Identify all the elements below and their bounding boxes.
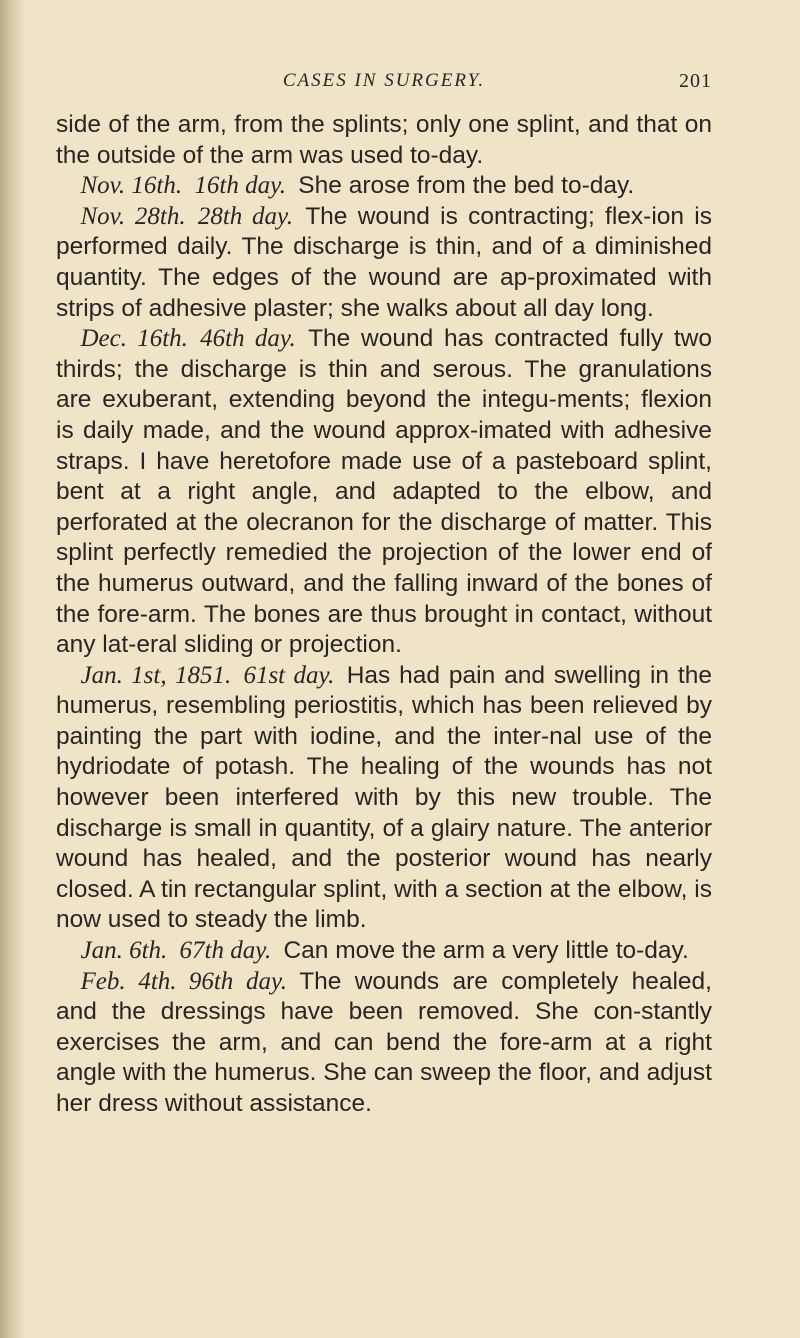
entry-date: Jan. 6th. <box>80 937 168 965</box>
paragraph-text: She arose from the bed to-day. <box>298 172 635 200</box>
paragraph-text: Has had pain and swelling in the humerus, resembling periostitis, which has been relieved by painting the part with iodine, and the inter-nal use of the hydriodate of potash. The healing of the wounds has not however been interfered with by this new trouble. The discharge is small in quantity, of a glairy nature. The anterior wound has healed, and the posterior wound has nearly closed. A tin rectangular splint, with a section at the elbow, is now used to steady the limb. <box>56 661 712 934</box>
entry-date: Feb. 4th. <box>80 967 177 995</box>
paragraph-continuation <box>56 110 712 171</box>
page-body <box>56 110 712 1120</box>
paragraph-text: The wounds are completely healed, and the dressings have been removed. She con-stantly exercises the arm, and can bend the fore-arm at a right angle with the humerus. She can sweep the floor, and adjust her dress without assistance. <box>56 967 712 1117</box>
entry-date: Nov. 28th. <box>80 202 186 230</box>
page-gutter-shadow <box>0 0 26 1338</box>
entry-date: Jan. 1st, 1851. <box>80 661 232 689</box>
paragraph-text: side of the arm, from the splints; only one splint, and that on the outside of the arm was used to-day. <box>56 111 712 169</box>
paragraph-entry <box>56 171 712 202</box>
paragraph-entry <box>56 967 712 1120</box>
entry-day: 46th day. <box>200 325 296 353</box>
entry-day: 96th day. <box>188 967 287 995</box>
paragraph-entry <box>56 936 712 967</box>
paragraph-text: Can move the arm a very little to-day. <box>283 937 689 965</box>
page-header <box>56 70 712 110</box>
entry-day: 61st day. <box>243 661 335 689</box>
paragraph-entry <box>56 324 712 661</box>
running-head: CASES IN SURGERY. <box>282 70 486 91</box>
page-number: 201 <box>679 70 712 92</box>
book-page <box>56 70 712 1120</box>
entry-day: 16th day. <box>194 172 287 200</box>
entry-day: 28th day. <box>197 202 293 230</box>
entry-day: 67th day. <box>179 937 272 965</box>
paragraph-text: The wound is contracting; flex-ion is performed daily. The discharge is thin, and of a diminished quantity. The edges of the wound are ap-proximated with strips of adhesive plaster; she walks about all day long. <box>56 202 712 322</box>
paragraph-text: The wound has contracted fully two thirds; the discharge is thin and serous. The granulations are exuberant, extending beyond the integu-ments; flexion is daily made, and the wound approx-imated with adhesive straps. I have heretofore made use of a pasteboard splint, bent at a right angle, and adapted to the elbow, and perforated at the olecranon for the discharge of matter. This splint perfectly remedied the projection of the lower end of the humerus outward, and the falling inward of the bones of the fore-arm. The bones are thus brought in contact, without any lat-eral sliding or projection. <box>56 325 712 659</box>
paragraph-entry <box>56 661 712 936</box>
paragraph-entry <box>56 202 712 324</box>
entry-date: Nov. 16th. <box>80 172 183 200</box>
entry-date: Dec. 16th. <box>80 325 188 353</box>
